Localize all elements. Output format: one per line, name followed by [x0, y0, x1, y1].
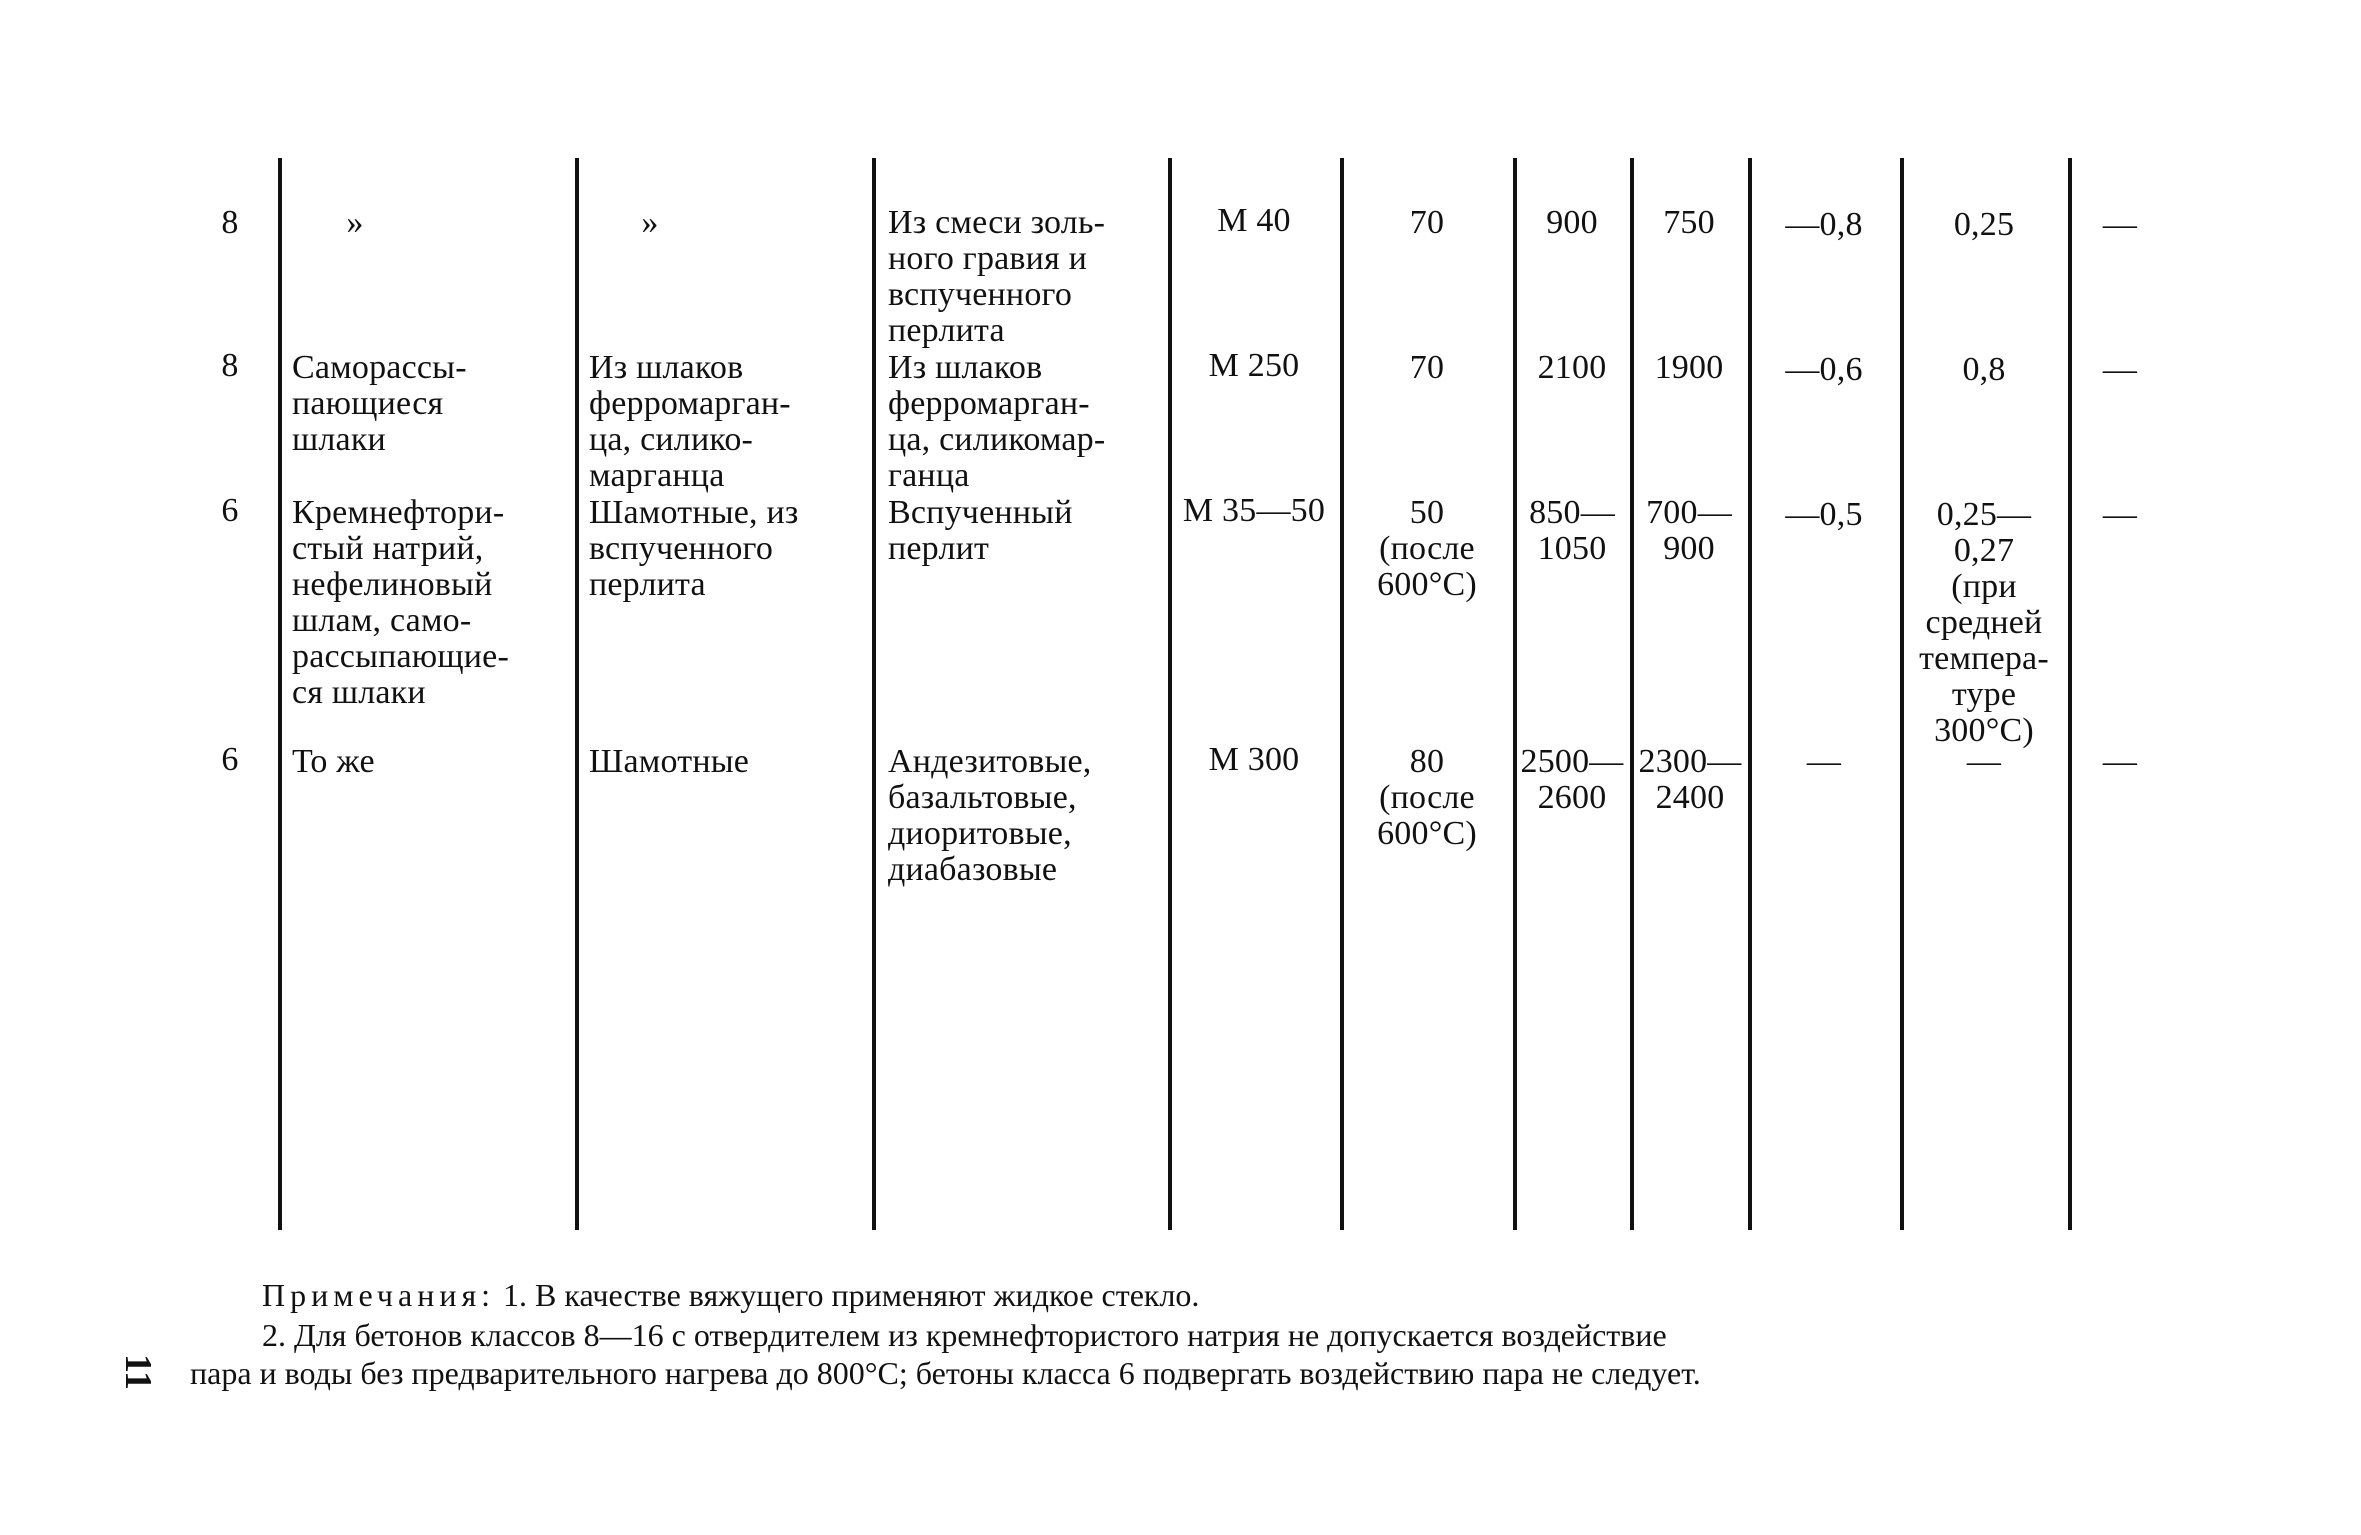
cell-density-after: 700— 900: [1646, 494, 1732, 567]
cell-grade: М 250: [1208, 347, 1300, 384]
cell-density-dry: 2100: [1537, 349, 1607, 386]
column-rule: [1748, 158, 1752, 1230]
cell-fine-aggregate: Шамотные, из вспученного перлита: [589, 494, 799, 603]
cell-conductivity: —: [1966, 743, 2002, 780]
cell-class: 6: [221, 492, 239, 529]
cell-strength: 70: [1409, 349, 1445, 386]
cell-strength: 80 (после 600°С): [1377, 743, 1477, 852]
cell-strength: 50 (после 600°С): [1377, 494, 1477, 603]
cell-conductivity: 0,25— 0,27 (при средней темпера- туре 300°С): [1919, 496, 2049, 749]
column-rule: [1168, 158, 1172, 1230]
cell-last: —: [2102, 496, 2138, 533]
cell-hardener: »: [346, 204, 364, 241]
cell-last: —: [2102, 206, 2138, 243]
cell-density-after: 2300— 2400: [1638, 743, 1742, 816]
cell-hardener: То же: [292, 743, 375, 780]
cell-fine-aggregate: »: [641, 204, 659, 241]
note-2-line-2: пара и воды без предварительного нагрева до 800°С; бетоны класса 6 подвергать воздействию пара не следует.: [190, 1355, 1701, 1391]
note-2-line-1: 2. Для бетонов классов 8—16 с отвердителем из кремнефтористого натрия не допускается воздействие: [262, 1317, 1667, 1353]
cell-class: 8: [221, 204, 239, 241]
cell-conductivity: 0,25: [1953, 206, 2015, 243]
page-number: 11: [116, 1354, 159, 1390]
column-rule: [1630, 158, 1634, 1230]
cell-hardener: Саморассы- пающиеся шлаки: [292, 349, 467, 458]
cell-class: 8: [221, 347, 239, 384]
notes-line-1: [262, 1276, 1199, 1314]
cell-last: —: [2102, 351, 2138, 388]
cell-hardener: Кремнефтори- стый натрий, нефелиновый шлам, само- рассыпающие- ся шлаки: [292, 494, 509, 711]
cell-coarse-aggregate: Вспученный перлит: [888, 494, 1073, 567]
cell-shrinkage: —0,6: [1785, 351, 1863, 388]
cell-fine-aggregate: Шамотные: [589, 743, 750, 780]
column-rule: [2068, 158, 2072, 1230]
cell-shrinkage: —: [1806, 743, 1842, 780]
notes-heading: Примечания:: [262, 1277, 496, 1313]
cell-fine-aggregate: Из шлаков ферромарган- ца, силико- марганца: [589, 349, 791, 494]
cell-coarse-aggregate: Из шлаков ферромарган- ца, силикомар- ганца: [888, 349, 1106, 494]
column-rule: [872, 158, 876, 1230]
cell-density-dry: 850— 1050: [1529, 494, 1615, 567]
cell-strength: 70: [1409, 204, 1445, 241]
column-rule: [1340, 158, 1344, 1230]
column-rule: [278, 158, 282, 1230]
cell-shrinkage: —0,5: [1785, 496, 1863, 533]
cell-class: 6: [221, 741, 239, 778]
cell-density-dry: 2500— 2600: [1520, 743, 1624, 816]
column-rule: [575, 158, 579, 1230]
cell-grade: М 300: [1208, 741, 1300, 778]
cell-coarse-aggregate: Из смеси золь- ного гравия и вспученного перлита: [888, 204, 1106, 349]
cell-coarse-aggregate: Андезитовые, базальтовые, диоритовые, диабазовые: [888, 743, 1092, 888]
cell-grade: М 40: [1217, 202, 1291, 239]
cell-density-after: 1900: [1654, 349, 1724, 386]
cell-density-after: 750: [1663, 204, 1715, 241]
column-rule: [1513, 158, 1517, 1230]
cell-conductivity: 0,8: [1962, 351, 2006, 388]
cell-grade: М 35—50: [1182, 492, 1326, 529]
cell-shrinkage: —0,8: [1785, 206, 1863, 243]
note-1: 1. В качестве вяжущего применяют жидкое стекло.: [503, 1277, 1200, 1313]
cell-density-dry: 900: [1546, 204, 1598, 241]
cell-last: —: [2102, 743, 2138, 780]
